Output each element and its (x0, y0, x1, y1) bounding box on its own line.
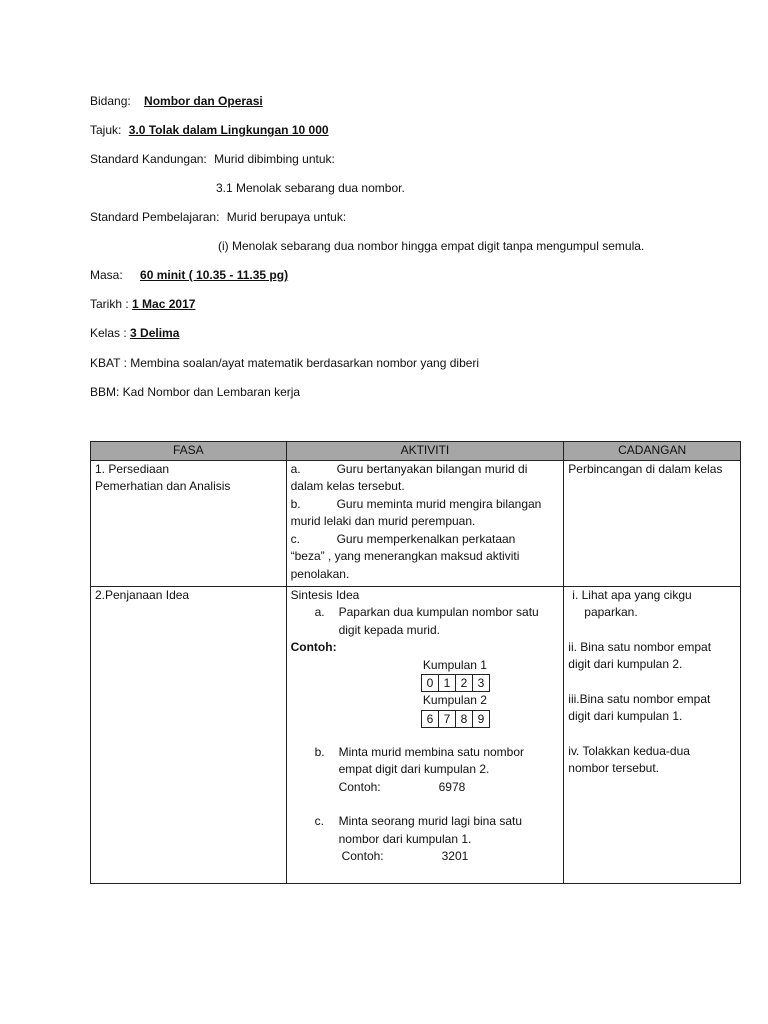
item-text: Guru bertanyakan bilangan murid di (336, 461, 528, 476)
table-header-row (91, 442, 741, 461)
item-text: Paparkan dua kumpulan nombor satu (338, 605, 539, 619)
list-item (291, 813, 560, 831)
fasa-cell (91, 586, 287, 883)
item-text-cont: “beza” , yang menerangkan maksud aktiviti (290, 549, 520, 563)
item-text: Minta murid membina satu nombor (338, 744, 525, 759)
bidang-line (90, 94, 263, 108)
tajuk-value: 3.0 Tolak dalam Lingkungan 10 000 (128, 123, 329, 137)
kelas-value: 3 Delima (130, 326, 180, 340)
list-item (291, 461, 560, 479)
header-cadangan: CADANGAN (564, 442, 741, 461)
kelas-label: Kelas : (90, 326, 127, 340)
tajuk-line (90, 123, 329, 137)
item-text-cont: nombor dari kumpulan 1. (338, 831, 472, 846)
number-box: 3 (472, 674, 490, 692)
standard-pembelajaran-label: Standard Pembelajaran: (90, 210, 220, 224)
lesson-plan-table (90, 441, 741, 884)
cadangan-text: Perbincangan di dalam kelas (568, 461, 723, 476)
example-label: Contoh: (338, 779, 381, 794)
cadangan-item (568, 743, 736, 778)
tarikh-line (90, 297, 195, 311)
example-value: 3201 (441, 849, 469, 863)
number-box: 8 (455, 710, 473, 728)
fasa-title: 1. Persediaan (95, 461, 170, 476)
item-marker: c. (314, 814, 324, 828)
item-text-cont: murid lelaki dan murid perempuan. (290, 514, 476, 528)
kumpulan2-numbers (351, 710, 560, 728)
standard-pembelajaran-value: Murid berupaya untuk: (226, 210, 347, 224)
cadangan-line: i. Lihat apa yang cikgu (572, 587, 692, 602)
tarikh-label: Tarikh : (90, 297, 129, 311)
table-row (91, 586, 741, 883)
item-text: Guru memperkenalkan perkataan (336, 531, 516, 546)
cadangan-cell (564, 586, 741, 883)
kelas-line (90, 326, 179, 340)
item-text-cont: dalam kelas tersebut. (290, 479, 405, 493)
number-box: 1 (438, 674, 456, 692)
fasa-subtitle: Pemerhatian dan Analisis (95, 479, 231, 493)
item-text-cont: empat digit dari kumpulan 2. (338, 762, 490, 776)
example-label: Contoh: (341, 849, 384, 863)
example-row (291, 848, 560, 866)
cadangan-line: iv. Tolakkan kedua-dua (568, 743, 690, 758)
list-item (291, 496, 560, 514)
item-text-cont: digit kepada murid. (338, 622, 440, 637)
standard-kandungan-value: Murid dibimbing untuk: (214, 152, 335, 166)
item-marker: a. (314, 605, 325, 619)
aktiviti-cell (286, 460, 564, 586)
bbm-line: BBM: Kad Nombor dan Lembaran kerja (90, 385, 301, 399)
item-marker: c. (290, 531, 300, 546)
masa-line (90, 268, 288, 282)
cadangan-item (568, 691, 736, 726)
item-text: Guru meminta murid mengira bilangan (336, 496, 542, 511)
example-value: 6978 (438, 779, 466, 794)
cadangan-line: digit dari kumpulan 2. (568, 657, 683, 671)
fasa-title: 2.Penjanaan Idea (95, 587, 190, 602)
bidang-label: Bidang: (90, 94, 131, 108)
kumpulan2-label: Kumpulan 2 (422, 693, 487, 707)
list-item (291, 531, 560, 549)
cadangan-line: nombor tersebut. (568, 761, 659, 775)
header-fasa: FASA (91, 442, 287, 461)
standard-kandungan-line (90, 152, 335, 166)
tajuk-label: Tajuk: (90, 123, 122, 137)
masa-label: Masa: (90, 268, 123, 282)
cadangan-line: paparkan. (584, 605, 638, 619)
list-item (291, 604, 560, 622)
number-box: 0 (421, 674, 439, 692)
aktiviti-title: Sintesis Idea (290, 587, 360, 602)
cadangan-cell (564, 460, 741, 586)
cadangan-line: ii. Bina satu nombor empat (568, 639, 712, 654)
masa-value: 60 minit ( 10.35 - 11.35 pg) (140, 268, 289, 282)
fasa-cell (91, 460, 287, 586)
item-text: Minta seorang murid lagi bina satu (338, 814, 523, 828)
cadangan-line: digit dari kumpulan 1. (568, 709, 683, 723)
table-row (91, 460, 741, 586)
kumpulan1-label: Kumpulan 1 (422, 657, 487, 672)
list-item (291, 744, 560, 762)
header-aktiviti: AKTIVITI (286, 442, 564, 461)
bidang-value: Nombor dan Operasi (144, 94, 263, 108)
number-box: 9 (472, 710, 490, 728)
item-marker: a. (290, 461, 301, 476)
item-marker: b. (314, 744, 325, 759)
item-text-cont: penolakan. (290, 566, 350, 581)
standard-pembelajaran-item: (i) Menolak sebarang dua nombor hingga empat digit tanpa mengumpul semula. (218, 239, 645, 253)
cadangan-item (568, 639, 736, 674)
cadangan-line: iii.Bina satu nombor empat (568, 691, 711, 706)
kbat-line: KBAT : Membina soalan/ayat matematik berdasarkan nombor yang diberi (90, 356, 480, 370)
cadangan-item (568, 587, 736, 622)
number-box: 2 (455, 674, 473, 692)
number-box: 6 (421, 710, 439, 728)
aktiviti-cell (286, 586, 564, 883)
item-marker: b. (290, 496, 301, 511)
kumpulan1-numbers (351, 674, 560, 692)
number-box: 7 (438, 710, 456, 728)
tarikh-value: 1 Mac 2017 (132, 297, 196, 311)
contoh-label: Contoh: (290, 640, 337, 654)
standard-pembelajaran-line (90, 210, 346, 224)
standard-kandungan-label: Standard Kandungan: (90, 152, 207, 166)
standard-kandungan-item: 3.1 Menolak sebarang dua nombor. (216, 181, 405, 195)
example-row (291, 779, 560, 797)
